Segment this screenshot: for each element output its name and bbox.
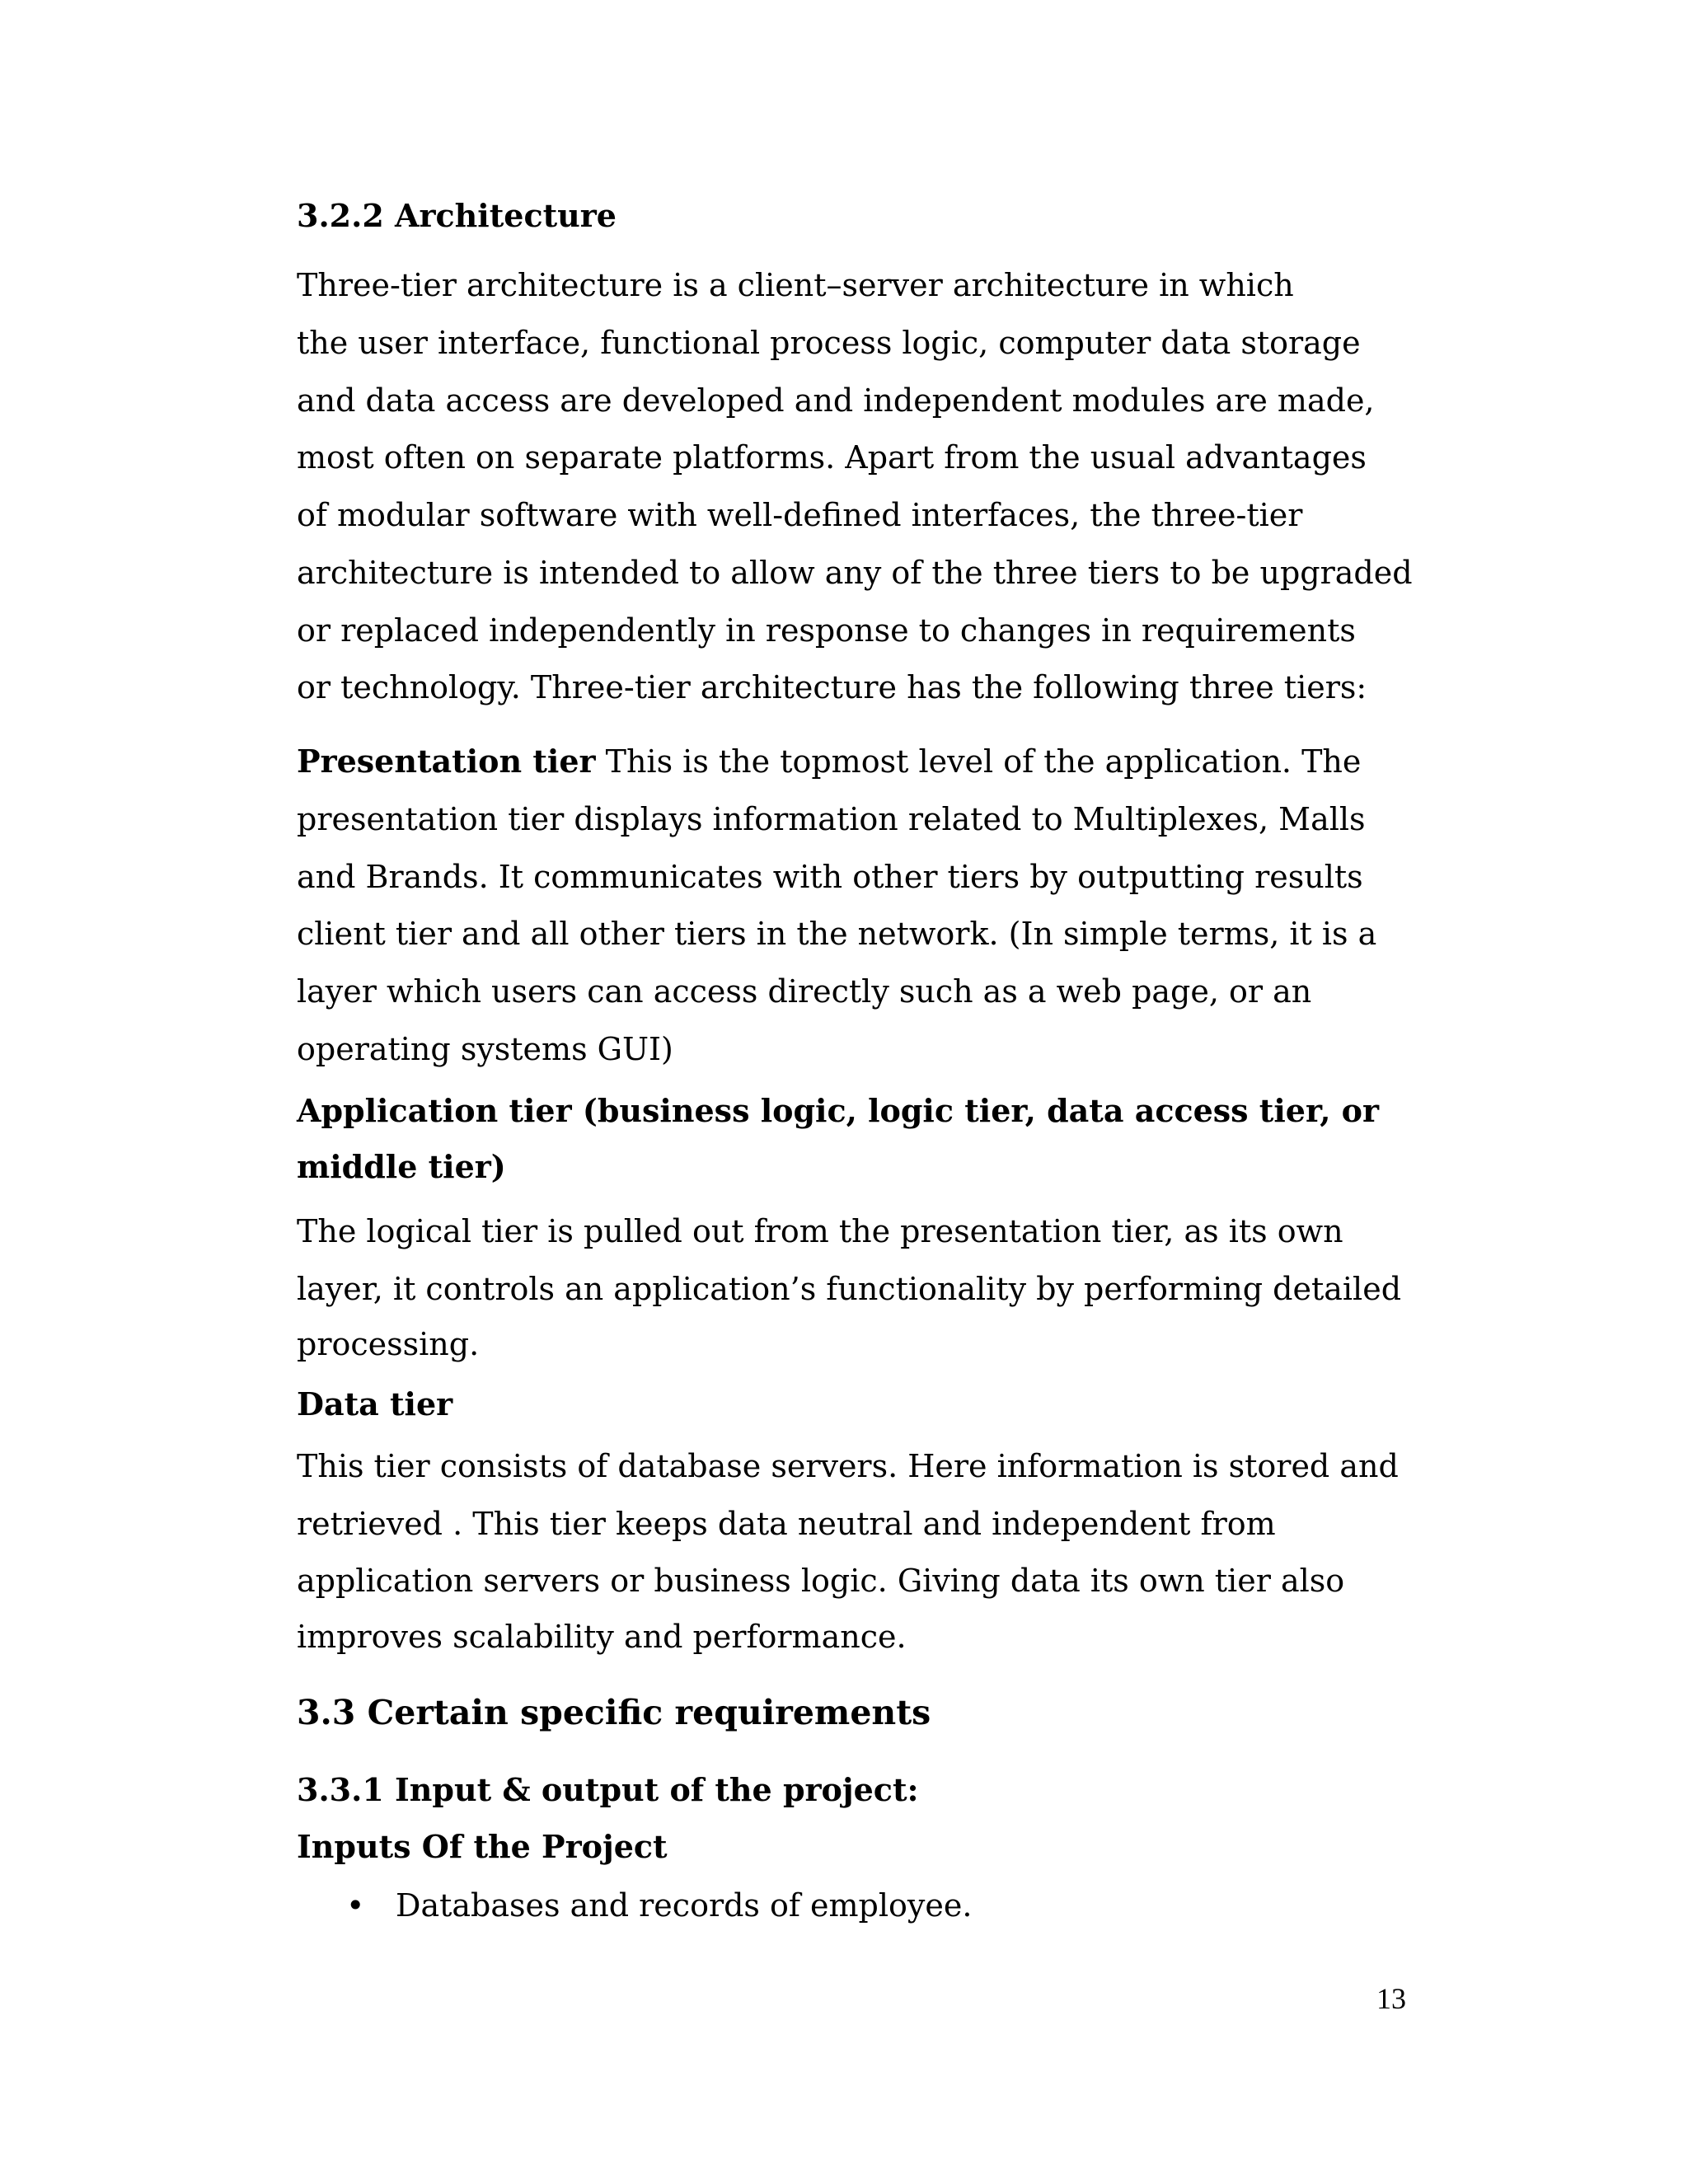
paragraph-line: This tier consists of database servers. Here information is stored and <box>297 1448 1399 1484</box>
presentation-tier-first-line-rest: This is the topmost level of the application. The <box>595 743 1362 780</box>
bullet-icon: • <box>346 1887 365 1924</box>
list-item: Databases and records of employee. <box>396 1887 973 1924</box>
paragraph-line: architecture is intended to allow any of the three tiers to be upgraded <box>297 555 1413 591</box>
paragraph-line: layer which users can access directly such as a web page, or an <box>297 973 1312 1010</box>
paragraph-line: processing. <box>297 1326 480 1362</box>
paragraph-line: client tier and all other tiers in the network. (In simple terms, it is a <box>297 916 1377 952</box>
paragraph-line: most often on separate platforms. Apart from the usual advantages <box>297 439 1367 476</box>
paragraph-line: layer, it controls an application’s functionality by performing detailed <box>297 1271 1402 1307</box>
paragraph-line: The logical tier is pulled out from the presentation tier, as its own <box>297 1213 1343 1249</box>
application-tier-heading-line: middle tier) <box>297 1148 506 1185</box>
paragraph-line: of modular software with well-defined interfaces, the three-tier <box>297 497 1303 533</box>
presentation-tier-first-line <box>297 741 1361 782</box>
paragraph-line: or replaced independently in response to changes in requirements <box>297 612 1356 649</box>
paragraph-line: retrieved . This tier keeps data neutral and independent from <box>297 1506 1276 1542</box>
data-tier-heading: Data tier <box>297 1385 453 1422</box>
application-tier-heading-line: Application tier (business logic, logic tier, data access tier, or <box>297 1092 1380 1129</box>
paragraph-line: and Brands. It communicates with other tiers by outputting results <box>297 859 1363 895</box>
paragraph-line: operating systems GUI) <box>297 1031 673 1067</box>
paragraph-line: and data access are developed and independent modules are made, <box>297 382 1375 419</box>
page-number: 13 <box>1376 1982 1406 2015</box>
section-heading-requirements: 3.3 Certain specific requirements <box>297 1693 931 1732</box>
inputs-heading: Inputs Of the Project <box>297 1828 668 1865</box>
paragraph-line: presentation tier displays information related to Multiplexes, Malls <box>297 801 1366 837</box>
paragraph-line: the user interface, functional process logic, computer data storage <box>297 325 1361 361</box>
subsection-heading-input-output: 3.3.1 Input & output of the project: <box>297 1771 919 1808</box>
paragraph-line: application servers or business logic. Giving data its own tier also <box>297 1563 1345 1599</box>
paragraph-line: Three-tier architecture is a client–server architecture in which <box>297 267 1294 303</box>
paragraph-line: improves scalability and performance. <box>297 1619 907 1655</box>
presentation-tier-label: Presentation tier <box>297 743 596 780</box>
section-heading-architecture: 3.2.2 Architecture <box>297 197 617 234</box>
paragraph-line: or technology. Three-tier architecture has the following three tiers: <box>297 669 1367 705</box>
